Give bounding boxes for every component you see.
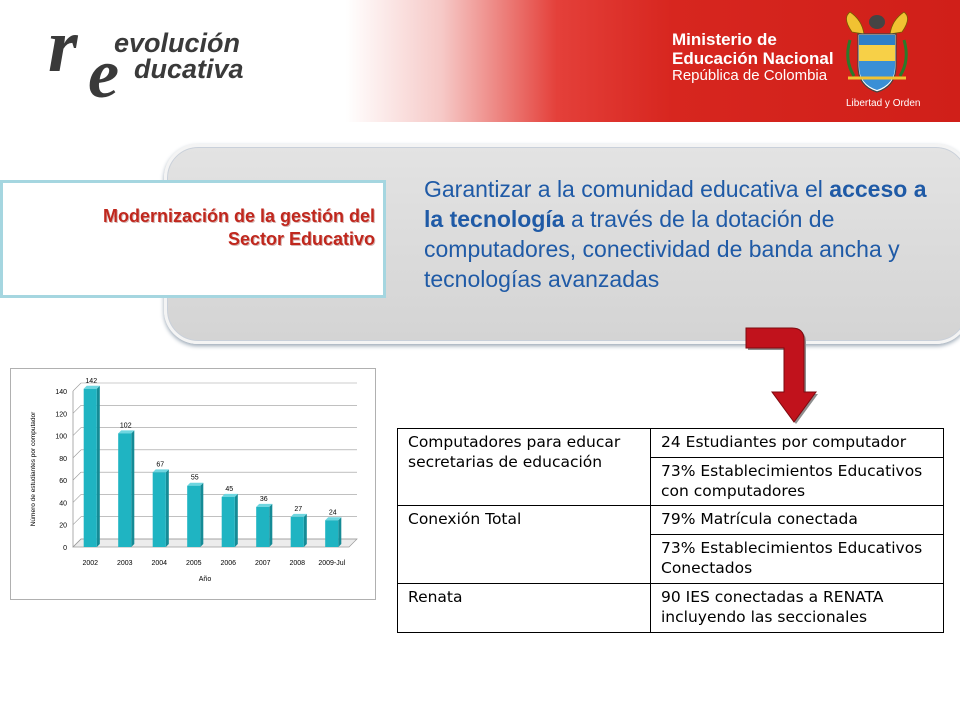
bar — [222, 497, 235, 547]
logo-word-educativa: ducativa — [134, 54, 244, 84]
section-tag-text — [103, 205, 375, 252]
table-cell: 73% Establecimientos Educativos con computadores — [651, 457, 944, 506]
bar-side — [97, 386, 100, 547]
table-row — [398, 583, 944, 632]
bar — [118, 433, 131, 547]
y-tick-label: 60 — [59, 478, 67, 486]
data-label: 24 — [328, 509, 337, 517]
headline-text — [424, 175, 944, 295]
logo-letter-e: e — [88, 36, 120, 113]
red-arrow-icon — [742, 322, 826, 426]
ministry-name — [672, 30, 834, 85]
x-axis-title: Año — [198, 576, 212, 583]
y-tick-label: 40 — [59, 500, 67, 508]
logo-letter-r: r — [48, 4, 78, 88]
headline-bold: acceso a la tecnología — [424, 176, 927, 232]
table-cell: 79% Matrícula conectada — [651, 506, 944, 535]
colombia-coat-of-arms-icon — [842, 10, 912, 96]
section-tag-line-2: Sector Educativo — [227, 229, 375, 250]
table-row — [398, 506, 944, 535]
x-tick-label: 2009-Jul — [318, 560, 346, 567]
table-cell: 24 Estudiantes por computador — [651, 429, 944, 458]
table-cell: Computadores para educar secretarias de educación — [398, 429, 651, 506]
bar-side — [235, 494, 238, 547]
ministry-line-2: Educación Nacional — [672, 49, 834, 69]
data-label: 142 — [85, 377, 98, 385]
data-label: 67 — [156, 461, 165, 469]
section-tag — [0, 180, 386, 298]
table-cell: Conexión Total — [398, 506, 651, 583]
motto-text: Libertad y Orden — [846, 98, 921, 109]
x-tick-label: 2008 — [289, 560, 306, 567]
y-tick-label: 0 — [63, 545, 67, 552]
bar — [256, 507, 269, 547]
bar — [84, 389, 97, 547]
y-tick-label: 140 — [55, 389, 67, 396]
y-tick-label: 80 — [59, 455, 67, 463]
gridline-depth — [73, 428, 81, 436]
gridline-depth — [73, 383, 81, 391]
bar-side — [304, 514, 307, 547]
technology-table — [397, 428, 944, 633]
gridline-depth — [73, 450, 81, 458]
y-tick-label: 120 — [55, 411, 67, 419]
data-label: 36 — [259, 495, 268, 503]
x-tick-label: 2006 — [220, 560, 237, 567]
ministry-line-3: República de Colombia — [672, 67, 828, 85]
bar-side — [200, 483, 203, 547]
y-tick-label: 100 — [55, 433, 67, 441]
gridline-depth — [73, 494, 81, 502]
table-cell: Renata — [398, 583, 651, 632]
bar — [187, 486, 200, 547]
x-tick-label: 2004 — [151, 560, 168, 567]
chart-floor — [73, 539, 357, 547]
data-label: 55 — [190, 474, 199, 482]
data-label: 102 — [119, 422, 132, 430]
y-tick-label: 20 — [59, 522, 67, 530]
table-cell: 73% Establecimientos Educativos Conectados — [651, 535, 944, 584]
bar-side — [131, 430, 134, 547]
headline-after: a través de la dotación de computadores, conectividad de banda ancha y tecnologías avanzadas — [424, 205, 900, 292]
gridline-depth — [73, 472, 81, 480]
x-tick-label: 2003 — [116, 560, 133, 567]
data-label: 27 — [294, 505, 303, 513]
bar-side — [269, 504, 272, 547]
table-row — [398, 429, 944, 458]
y-axis-title: Número de estudiantes por computador — [30, 411, 37, 527]
x-tick-label: 2002 — [82, 560, 99, 567]
chart-container — [10, 368, 376, 600]
bar — [291, 517, 304, 547]
bar — [325, 520, 338, 547]
bar — [153, 472, 166, 547]
headline-before: Garantizar a la comunidad educativa el — [424, 176, 830, 202]
bar-side — [338, 517, 341, 547]
gridline-depth — [73, 517, 81, 525]
header — [0, 0, 960, 122]
gridline-depth — [73, 405, 81, 413]
x-tick-label: 2007 — [254, 560, 271, 567]
x-tick-label: 2005 — [185, 560, 202, 567]
table-cell: 90 IES conectadas a RENATA incluyendo las seccionales — [651, 583, 944, 632]
students-per-computer-chart — [11, 369, 375, 599]
bar-side — [166, 469, 169, 547]
logo-word-revolucion: evolución — [114, 28, 241, 58]
ministry-line-1: Ministerio de — [672, 30, 777, 49]
section-tag-line-1: Modernización de la gestión del — [102, 206, 375, 226]
data-label: 45 — [225, 485, 234, 493]
revolucion-educativa-logo — [48, 4, 258, 113]
